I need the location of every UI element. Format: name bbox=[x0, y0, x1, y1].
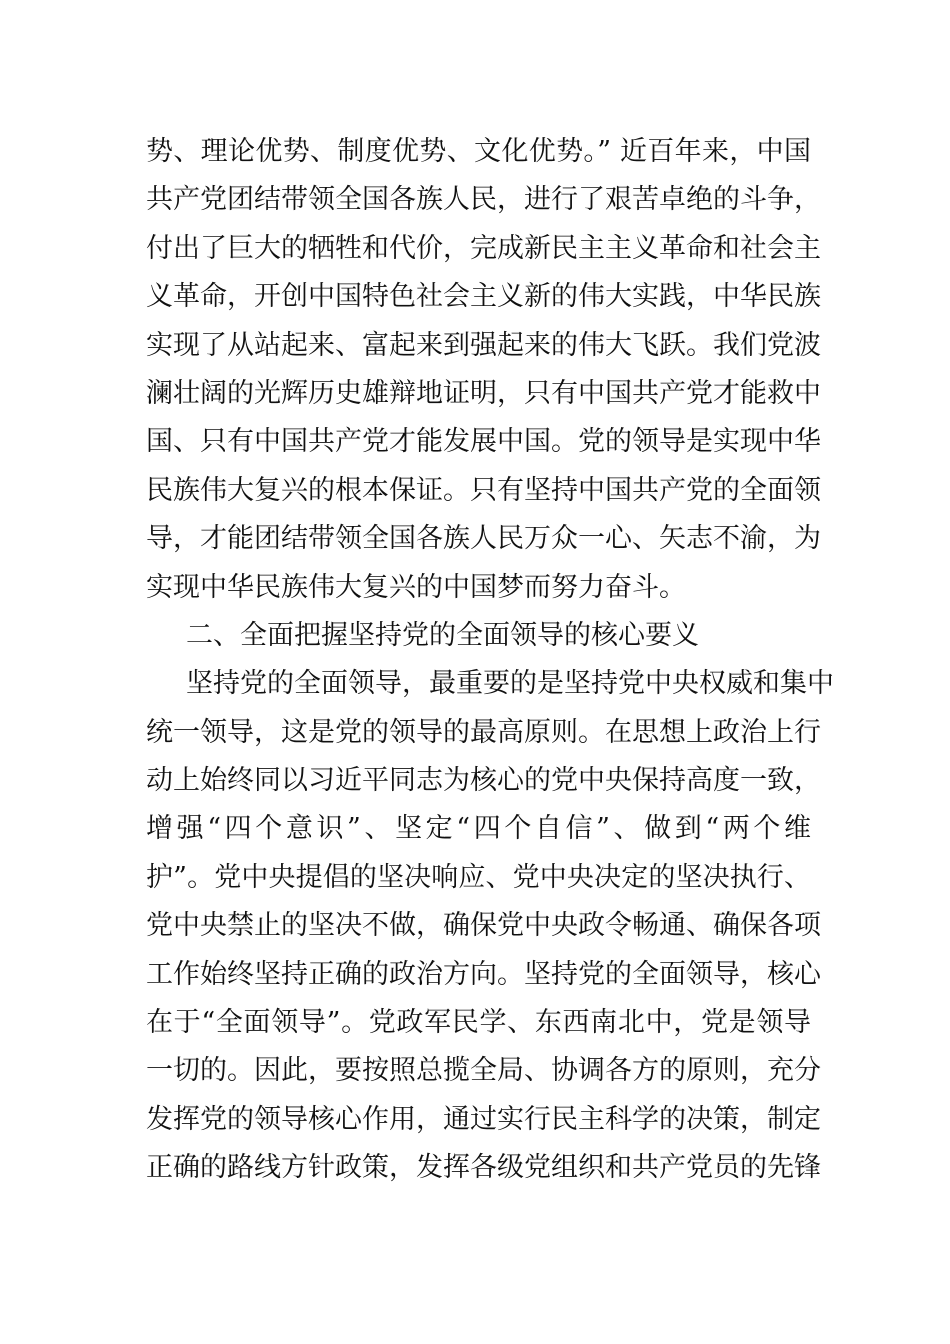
text-line: 护”。党中央提倡的坚决响应、党中央决定的坚决执行、 bbox=[146, 861, 811, 893]
body-text bbox=[146, 128, 834, 1193]
text-line: 实现了从站起来、富起来到强起来的伟大飞跃。我们党波 bbox=[146, 329, 821, 361]
text-line: 发挥党的领导核心作用，通过实行民主科学的决策，制定 bbox=[146, 1103, 821, 1135]
text-line: 共产党团结带领全国各族人民，进行了艰苦卓绝的斗争， bbox=[146, 184, 821, 216]
text-line: 义革命，开创中国特色社会主义新的伟大实践，中华民族 bbox=[146, 281, 821, 313]
section-heading: 二、全面把握坚持党的全面领导的核心要义 bbox=[186, 619, 699, 651]
text-line: 势、理论优势、制度优势、文化优势。” 近百年来，中国 bbox=[146, 136, 811, 167]
text-line: 付出了巨大的牺牲和代价，完成新民主主义革命和社会主 bbox=[146, 232, 821, 264]
text-line: 党中央禁止的坚决不做，确保党中央政令畅通、确保各项 bbox=[146, 910, 821, 942]
text-line: 导，才能团结带领全国各族人民万众一心、矢志不渝，为 bbox=[146, 523, 821, 555]
text-line: 坚持党的全面领导，最重要的是坚持党中央权威和集中 bbox=[186, 668, 834, 700]
text-line: 工作始终坚持正确的政治方向。坚持党的全面领导，核心 bbox=[146, 958, 821, 990]
text-line: 国、只有中国共产党才能发展中国。党的领导是实现中华 bbox=[146, 426, 821, 458]
text-line: 动上始终同以习近平同志为核心的党中央保持高度一致， bbox=[146, 765, 821, 797]
text-line: 民族伟大复兴的根本保证。只有坚持中国共产党的全面领 bbox=[146, 474, 821, 506]
text-line: 澜壮阔的光辉历史雄辩地证明，只有中国共产党才能救中 bbox=[146, 377, 821, 409]
text-line: 在于“全面领导”。党政军民学、东西南北中，党是领导 bbox=[146, 1007, 811, 1039]
text-line: 实现中华民族伟大复兴的中国梦而努力奋斗。 bbox=[146, 571, 686, 603]
text-line: 一切的。因此，要按照总揽全局、协调各方的原则，充分 bbox=[146, 1055, 821, 1087]
text-line: 正确的路线方针政策，发挥各级党组织和共产党员的先锋 bbox=[146, 1152, 821, 1184]
text-line: 增强“四个意识”、坚定“四个自信”、做到“两个维 bbox=[146, 813, 811, 845]
text-line: 统一领导，这是党的领导的最高原则。在思想上政治上行 bbox=[146, 716, 821, 748]
